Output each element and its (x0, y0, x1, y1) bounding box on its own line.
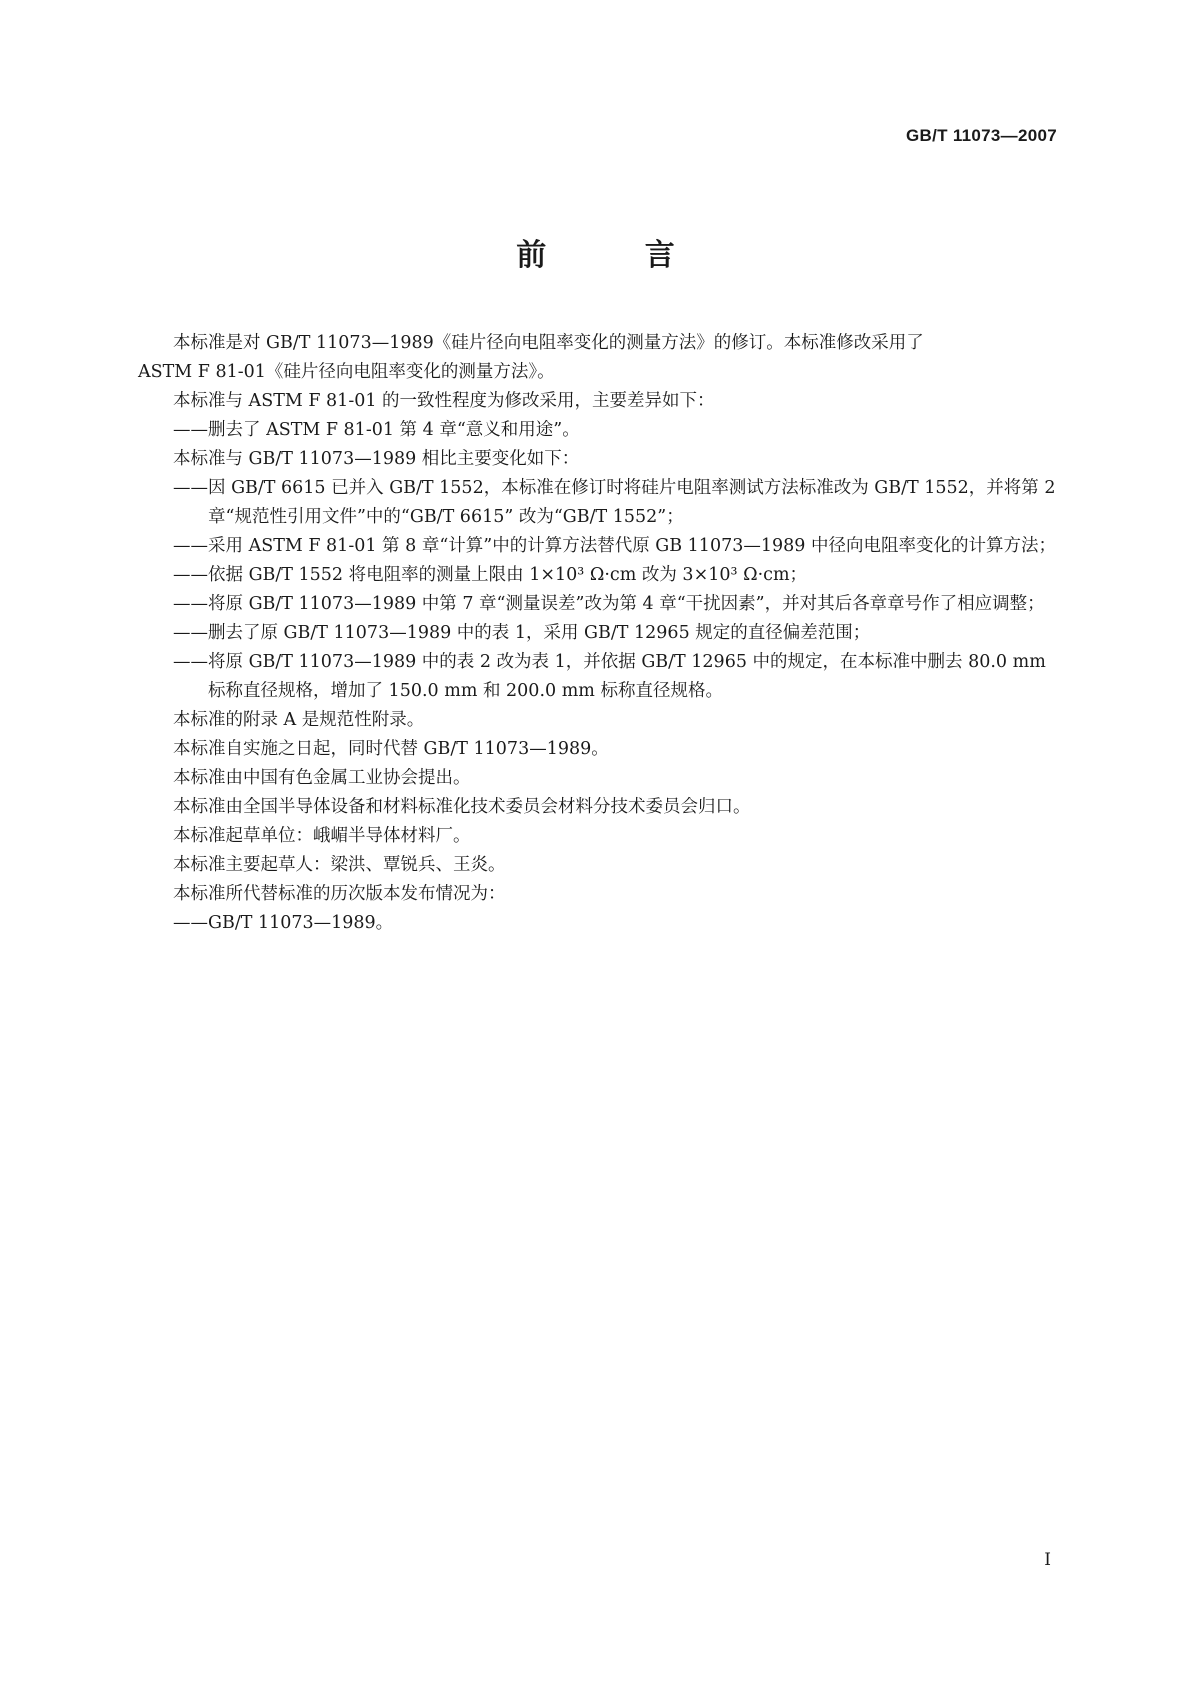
list-item: ——采用 ASTM F 81-01 第 8 章“计算”中的计算方法替代原 GB 11073—1989 中径向电阻率变化的计算方法； (173, 536, 1056, 556)
paragraph-changes: 本标准与 GB/T 11073—1989 相比主要变化如下： (173, 449, 580, 469)
standard-code: GB/T 11073—2007 (906, 126, 1057, 145)
paragraph-drafting-unit: 本标准起草单位：峨嵋半导体材料厂。 (173, 826, 471, 846)
paragraph-revision: 本标准是对 GB/T 11073—1989《硅片径向电阻率变化的测量方法》的修订。本标准修改采用了 (173, 333, 924, 353)
page-title: 前 言 (516, 238, 719, 273)
list-item: ——删去了 ASTM F 81-01 第 4 章“意义和用途”。 (173, 420, 580, 440)
list-item: ——将原 GB/T 11073—1989 中的表 2 改为表 1，并依据 GB/T 12965 中的规定，在本标准中删去 80.0 mm 标称直径规格，增加了 150.0 mm 和 200.0 mm 标称直径规格。 (173, 652, 1046, 701)
paragraph-revision-cont: ASTM F 81-01《硅片径向电阻率变化的测量方法》。 (138, 362, 555, 382)
paragraph-history: 本标准所代替标准的历次版本发布情况为： (173, 884, 506, 904)
paragraph-centralized-by: 本标准由全国半导体设备和材料标准化技术委员会材料分技术委员会归口。 (173, 797, 751, 817)
paragraph-proposed-by: 本标准由中国有色金属工业协会提出。 (173, 768, 471, 788)
paragraph-replace: 本标准自实施之日起，同时代替 GB/T 11073—1989。 (173, 739, 609, 759)
preface-body (138, 329, 1060, 938)
paragraph-drafters: 本标准主要起草人：梁洪、覃锐兵、王炎。 (173, 855, 506, 875)
list-item: ——GB/T 11073—1989。 (173, 913, 394, 933)
paragraph-appendix: 本标准的附录 A 是规范性附录。 (173, 710, 425, 730)
list-item: ——依据 GB/T 1552 将电阻率的测量上限由 1×10³ Ω·cm 改为 3×10³ Ω·cm； (173, 565, 808, 585)
list-item: ——将原 GB/T 11073—1989 中第 7 章“测量误差”改为第 4 章“干扰因素”，并对其后各章章号作了相应调整； (173, 594, 1045, 614)
paragraph-consistency: 本标准与 ASTM F 81-01 的一致性程度为修改采用，主要差异如下： (173, 391, 715, 411)
page-number: I (1044, 1550, 1051, 1570)
list-item: ——因 GB/T 6615 已并入 GB/T 1552，本标准在修订时将硅片电阻率测试方法标准改为 GB/T 1552，并将第 2 章“规范性引用文件”中的“GB/T 6615” 改为“GB/T 1552”； (173, 478, 1056, 527)
list-item: ——删去了原 GB/T 11073—1989 中的表 1，采用 GB/T 12965 规定的直径偏差范围； (173, 623, 871, 643)
